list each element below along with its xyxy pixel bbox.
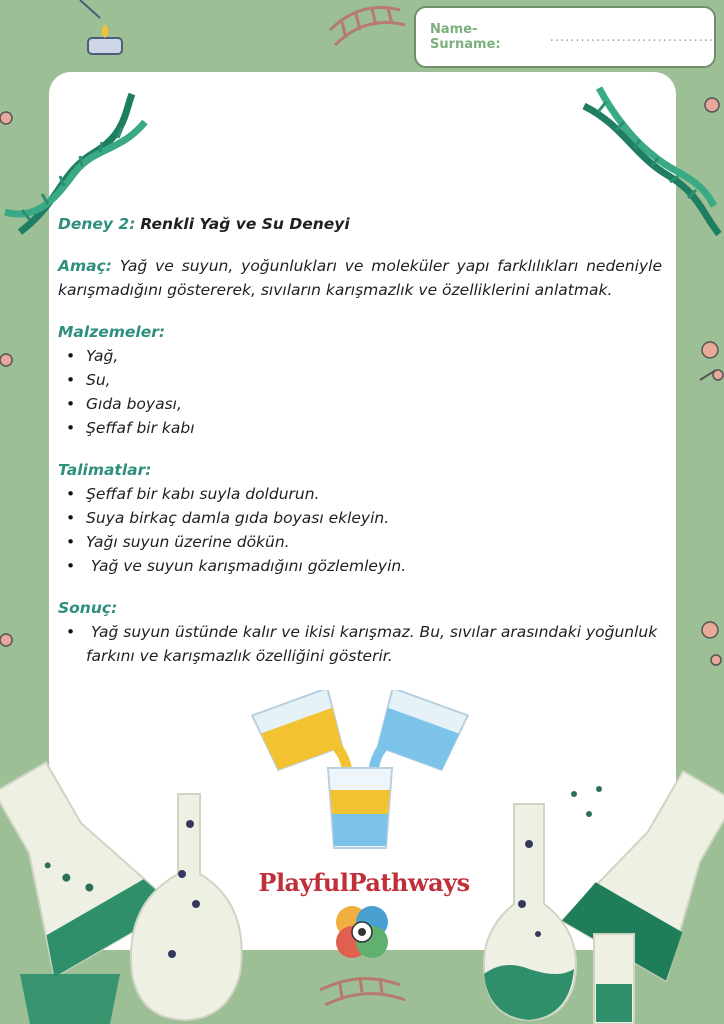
dna-ladder-bottom-icon: [320, 977, 405, 1005]
name-surname-label: Name-Surname:: [430, 22, 501, 52]
experiment-number: Deney 2:: [58, 215, 136, 233]
dna-ladder-icon: [330, 8, 405, 46]
list-item: • Yağ ve suyun karışmadığını gözlemleyin.: [86, 554, 662, 578]
result-list: [58, 620, 662, 668]
beaker-icon: [474, 754, 724, 1024]
list-item: • Suya birkaç damla gıda boyası ekleyin.: [86, 506, 662, 530]
aim-label: Amaç:: [58, 257, 112, 275]
list-item: • Şeffaf bir kabı suyla doldurun.: [86, 482, 662, 506]
list-item: • Yağ suyun üstünde kalır ve ikisi karışmaz. Bu, sıvılar arasındaki yoğunluk farkını ve karışmazlık özelliğini gösterir.: [86, 620, 662, 668]
experiment-title: [58, 212, 662, 236]
pouring-glasses-icon: [250, 690, 470, 850]
burner-icon: [80, 0, 122, 54]
list-item: • Şeffaf bir kabı: [86, 416, 662, 440]
materials-heading: Malzemeler:: [58, 323, 166, 341]
flask-icon: [0, 754, 260, 1024]
list-item: • Su,: [86, 368, 662, 392]
list-item: • Yağı suyun üzerine dökün.: [86, 530, 662, 554]
result-heading: Sonuç:: [58, 599, 118, 617]
instructions-list: [58, 482, 662, 578]
list-item: • Yağ,: [86, 344, 662, 368]
experiment-name: Renkli Yağ ve Su Deneyi: [140, 215, 350, 233]
brand-logo-text: PlayfulPathways: [258, 868, 470, 897]
aim-text: Yağ ve suyun, yoğunlukları ve moleküler yapı farklılıkları nedeniyle karışmadığını göstererek, sıvıların karışmazlık ve özelliklerini anlatmak.: [58, 257, 662, 299]
materials-list: [58, 344, 662, 440]
name-surname-field[interactable]: [414, 6, 716, 68]
aim-paragraph: [58, 254, 662, 302]
list-item: • Gıda boyası,: [86, 392, 662, 416]
name-surname-dots: ................................: [549, 29, 714, 45]
instructions-heading: Talimatlar:: [58, 461, 152, 479]
worksheet-content: [58, 212, 662, 686]
logo-emblem-icon: [330, 900, 394, 964]
